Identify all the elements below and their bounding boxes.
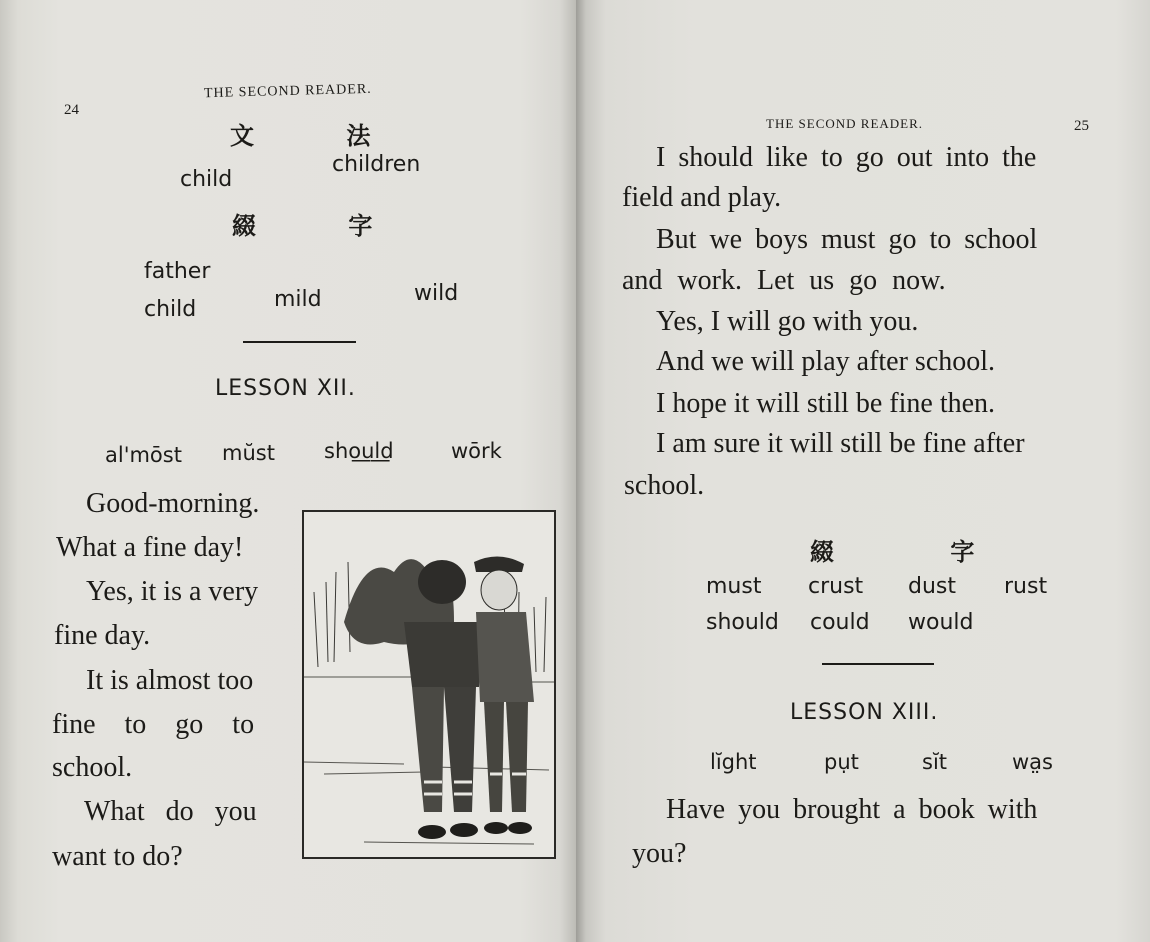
page-number: 24 — [64, 102, 79, 118]
spelling-word: father — [144, 259, 211, 284]
running-head: THE SECOND READER. — [766, 116, 924, 131]
section-divider — [822, 663, 934, 665]
spelling-word: would — [908, 610, 974, 635]
spelling-word: rust — [1004, 574, 1048, 599]
spelling-word: could — [810, 610, 870, 635]
boys-illustration — [302, 510, 556, 859]
text-line: What do you — [84, 796, 257, 827]
lesson-title: LESSON XIII. — [790, 700, 939, 725]
text-line: But we boys must go to school — [656, 224, 1038, 255]
section-divider — [243, 341, 356, 343]
text-line: school. — [624, 470, 705, 501]
text-line: fine to go to — [52, 709, 255, 740]
engraving-image — [304, 512, 554, 857]
page-number: 25 — [1074, 118, 1089, 134]
vocab-word: mŭst — [222, 441, 275, 465]
text-line: And we will play after school. — [656, 346, 996, 377]
text-line: fine day. — [54, 620, 151, 651]
text-line: field and play. — [622, 182, 782, 213]
spelling-word: crust — [808, 574, 864, 599]
vocab-word: al'mōst — [105, 443, 182, 467]
spelling-word: should — [706, 610, 779, 635]
spelling-word: must — [706, 574, 762, 599]
grammar-word: child — [180, 167, 233, 192]
grammar-heading: 文 法 — [230, 122, 413, 150]
text-line: I should like to go out into the — [656, 142, 1037, 173]
text-line: It is almost too — [86, 665, 254, 696]
text-line: Good-morning. — [86, 488, 260, 519]
spelling-word: child — [144, 297, 197, 322]
spelling-word: dust — [908, 574, 956, 599]
spelling-heading: 綴 字 — [232, 212, 415, 240]
vocab-word: sĭt — [922, 750, 948, 774]
text-line: I am sure it will still be fine after — [656, 428, 1025, 459]
vocab-word: sho͟ul͟d — [324, 439, 394, 463]
spelling-word: wild — [414, 281, 459, 306]
vocab-word: lĭght — [710, 750, 757, 774]
text-line: want to do? — [52, 841, 183, 872]
vocab-word: wa̤s — [1012, 750, 1053, 774]
text-line: you? — [632, 838, 687, 869]
grammar-word: children — [332, 152, 421, 177]
text-line: Have you brought a book with — [666, 794, 1038, 825]
running-head: THE SECOND READER. — [203, 81, 372, 102]
spelling-word: mild — [274, 287, 322, 312]
vocab-word: pụt — [824, 750, 859, 774]
vocab-word: wōrk — [451, 439, 502, 463]
text-line: Yes, I will go with you. — [656, 306, 919, 337]
spelling-heading: 綴 字 — [810, 538, 1029, 566]
text-line: Yes, it is a very — [86, 576, 259, 607]
lesson-title: LESSON XII. — [215, 376, 356, 401]
text-line: I hope it will still be fine then. — [656, 388, 996, 419]
right-page — [576, 0, 1150, 942]
text-line: school. — [52, 752, 133, 783]
text-line: What a fine day! — [56, 532, 244, 563]
text-line: and work. Let us go now. — [622, 265, 946, 296]
